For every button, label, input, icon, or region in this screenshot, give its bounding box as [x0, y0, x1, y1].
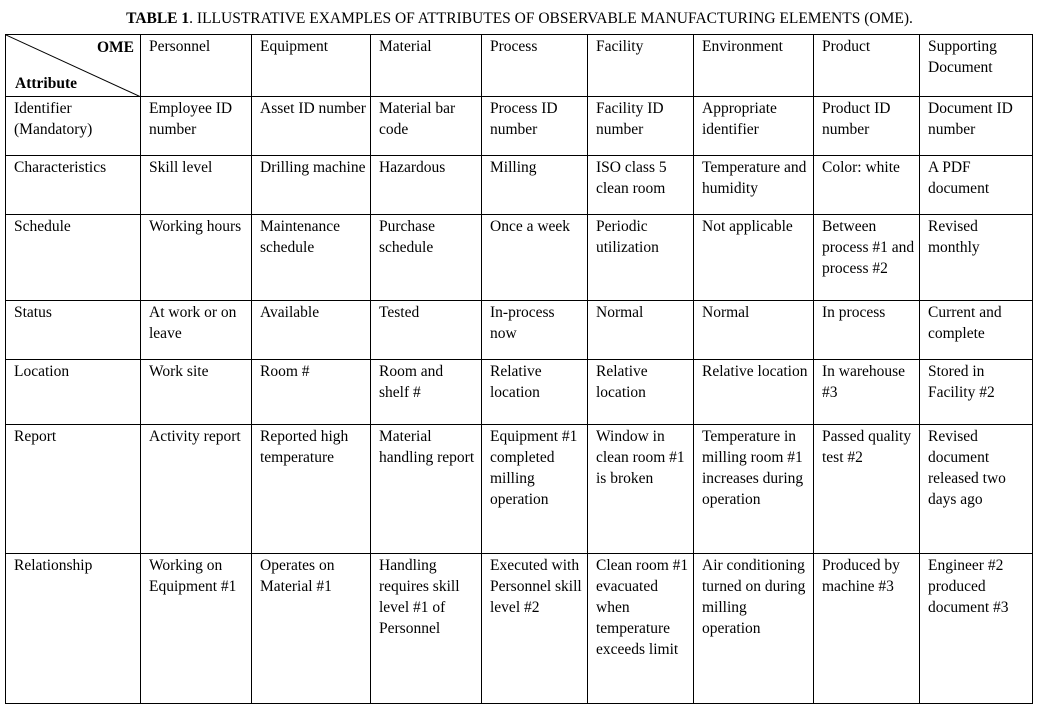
table-cell: Working on Equipment #1: [141, 554, 252, 704]
table-cell: In process: [814, 301, 920, 360]
table-cell: Room and shelf #: [371, 360, 482, 425]
table-cell: Document ID number: [920, 97, 1033, 156]
column-header: Environment: [694, 35, 814, 97]
table-row: [6, 215, 1033, 301]
table-cell: Work site: [141, 360, 252, 425]
table-cell: Color: white: [814, 156, 920, 215]
table-row: [6, 554, 1033, 704]
table-cell: Material handling report: [371, 425, 482, 554]
header-row: [6, 35, 1033, 97]
table-cell: Operates on Material #1: [252, 554, 371, 704]
table-cell: Equipment #1 completed milling operation: [482, 425, 588, 554]
table-caption-label: TABLE 1: [126, 10, 190, 27]
table-caption-text: . ILLUSTRATIVE EXAMPLES OF ATTRIBUTES OF OBSERVABLE MANUFACTURING ELEMENTS (OME).: [189, 10, 913, 27]
table-cell: Milling: [482, 156, 588, 215]
table-cell: ISO class 5 clean room: [588, 156, 694, 215]
corner-attribute-label: Attribute: [15, 75, 77, 92]
table-cell: Not applicable: [694, 215, 814, 301]
table-row: [6, 156, 1033, 215]
table-cell: Working hours: [141, 215, 252, 301]
table-cell: Maintenance schedule: [252, 215, 371, 301]
table-cell: Employee ID number: [141, 97, 252, 156]
table-cell: Engineer #2 produced document #3: [920, 554, 1033, 704]
row-attribute: Characteristics: [6, 156, 141, 215]
table-cell: Air conditioning turned on during milling operation: [694, 554, 814, 704]
table-row: [6, 360, 1033, 425]
table-cell: Material bar code: [371, 97, 482, 156]
table-cell: Appropriate identifier: [694, 97, 814, 156]
table-cell: In warehouse #3: [814, 360, 920, 425]
column-header: Process: [482, 35, 588, 97]
table-cell: Passed quality test #2: [814, 425, 920, 554]
row-attribute: Relationship: [6, 554, 141, 704]
table-cell: Produced by machine #3: [814, 554, 920, 704]
table-cell: In-process now: [482, 301, 588, 360]
table-cell: Handling requires skill level #1 of Personnel: [371, 554, 482, 704]
corner-ome-label: OME: [96, 39, 134, 56]
table-cell: Normal: [588, 301, 694, 360]
table-cell: Between process #1 and process #2: [814, 215, 920, 301]
column-header: Material: [371, 35, 482, 97]
table-cell: Drilling machine: [252, 156, 371, 215]
table-cell: Facility ID number: [588, 97, 694, 156]
table-cell: Asset ID number: [252, 97, 371, 156]
row-attribute: Schedule: [6, 215, 141, 301]
table-cell: Tested: [371, 301, 482, 360]
table-cell: Temperature in milling room #1 increases during operation: [694, 425, 814, 554]
table-cell: Clean room #1 evacuated when temperature exceeds limit: [588, 554, 694, 704]
column-header: Supporting Document: [920, 35, 1033, 97]
corner-cell: [6, 35, 141, 97]
table-cell: Product ID number: [814, 97, 920, 156]
table-caption: [0, 9, 1039, 29]
table-cell: Room #: [252, 360, 371, 425]
table-cell: Activity report: [141, 425, 252, 554]
table-cell: Temperature and humidity: [694, 156, 814, 215]
table-cell: At work or on leave: [141, 301, 252, 360]
table-cell: Process ID number: [482, 97, 588, 156]
table-cell: Once a week: [482, 215, 588, 301]
table-cell: Skill level: [141, 156, 252, 215]
row-attribute: Location: [6, 360, 141, 425]
table-cell: Available: [252, 301, 371, 360]
table-cell: Periodic utilization: [588, 215, 694, 301]
table-cell: Executed with Personnel skill level #2: [482, 554, 588, 704]
table-cell: Relative location: [588, 360, 694, 425]
table-cell: Revised document released two days ago: [920, 425, 1033, 554]
table-cell: Stored in Facility #2: [920, 360, 1033, 425]
table-row: [6, 425, 1033, 554]
table-cell: Relative location: [482, 360, 588, 425]
table-cell: A PDF document: [920, 156, 1033, 215]
table-cell: Relative location: [694, 360, 814, 425]
row-attribute: Status: [6, 301, 141, 360]
table-cell: Reported high temperature: [252, 425, 371, 554]
table-cell: Purchase schedule: [371, 215, 482, 301]
column-header: Equipment: [252, 35, 371, 97]
table-cell: Hazardous: [371, 156, 482, 215]
table-row: [6, 301, 1033, 360]
ome-attributes-table: [5, 34, 1033, 704]
table-row: [6, 97, 1033, 156]
table-cell: Revised monthly: [920, 215, 1033, 301]
column-header: Personnel: [141, 35, 252, 97]
row-attribute: Report: [6, 425, 141, 554]
table-cell: Normal: [694, 301, 814, 360]
table-cell: Window in clean room #1 is broken: [588, 425, 694, 554]
row-attribute: Identifier (Mandatory): [6, 97, 141, 156]
table-cell: Current and complete: [920, 301, 1033, 360]
column-header: Product: [814, 35, 920, 97]
column-header: Facility: [588, 35, 694, 97]
